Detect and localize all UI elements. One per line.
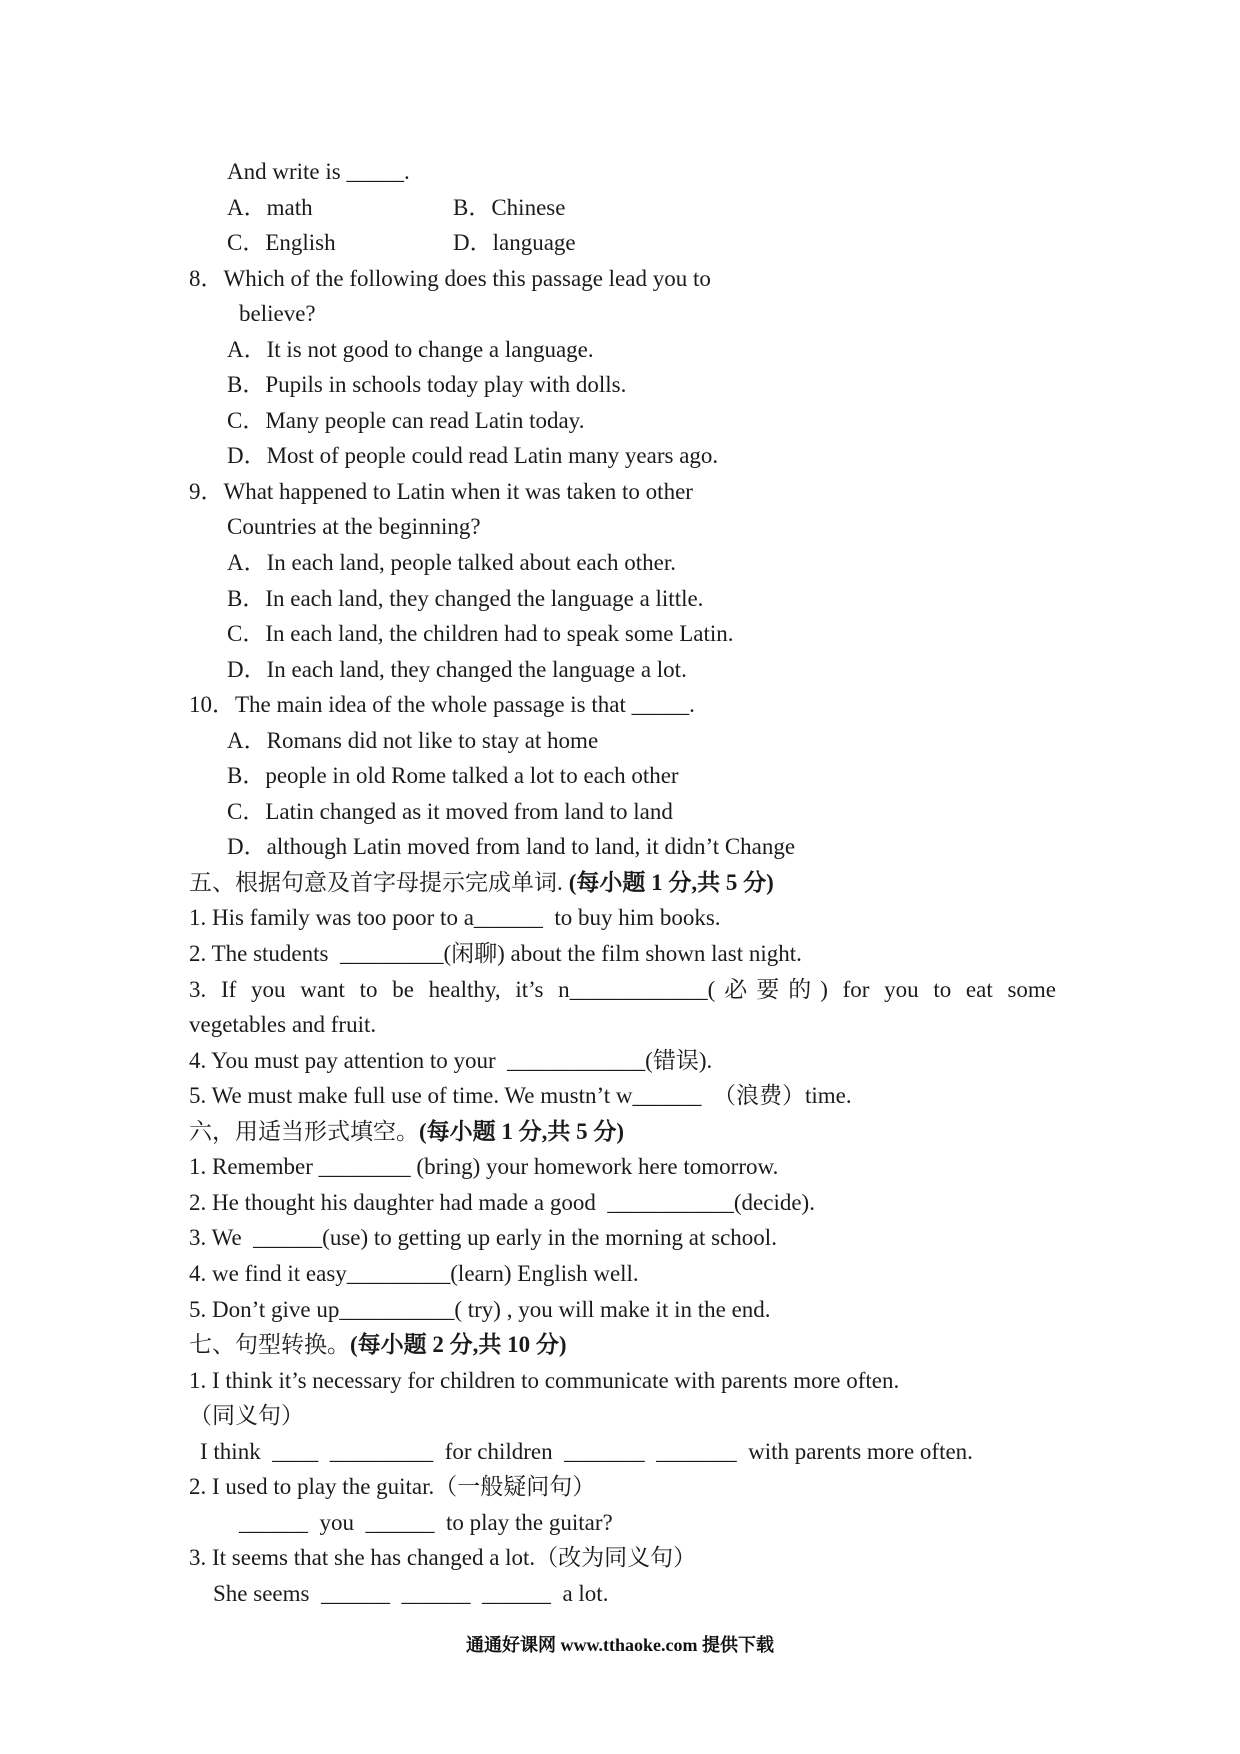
question-10-option-a: A．Romans did not like to stay at home — [227, 727, 599, 753]
section-5-item: 4. You must pay attention to your ____________(错误). — [189, 1047, 713, 1073]
question-9-stem-continued: Countries at the beginning? — [227, 514, 481, 540]
section-6-item: 2. He thought his daughter had made a good ___________(decide). — [189, 1189, 815, 1215]
question-10-option-c: C．Latin changed as it moved from land to land — [227, 798, 673, 824]
section-5-heading — [189, 865, 1149, 901]
section-7-heading — [189, 1327, 1149, 1363]
section-5-item: 3. If you want to be healthy, it’s n____________(必要的) for you to eat some — [189, 976, 1056, 1002]
section-5-score: (每小题 1 分,共 5 分) — [568, 869, 774, 895]
section-7-item: 1. I think it’s necessary for children to communicate with parents more often. — [189, 1367, 900, 1393]
question-8-option-c: C．Many people can read Latin today. — [227, 407, 585, 433]
section-6-item: 5. Don’t give up__________( try) , you will make it in the end. — [189, 1296, 771, 1322]
question-8-option-b: B．Pupils in schools today play with dolls. — [227, 372, 627, 398]
section-5-item: 2. The students _________(闲聊) about the film shown last night. — [189, 941, 802, 967]
exam-body — [189, 154, 1149, 1611]
question-9-option-a: A．In each land, people talked about each other. — [227, 550, 676, 576]
question-7-option-d: D．language — [453, 230, 576, 256]
section-7-title: 七、句型转换。 — [189, 1332, 350, 1358]
section-6-item: 3. We ______(use) to getting up early in the morning at school. — [189, 1225, 777, 1251]
section-5-item: 1. His family was too poor to a______ to buy him books. — [189, 905, 721, 931]
section-7-item: 3. It seems that she has changed a lot.（改为同义句） — [189, 1545, 697, 1571]
question-10-option-b: B．people in old Rome talked a lot to each other — [227, 763, 679, 789]
section-7-item: 2. I used to play the guitar.（一般疑问句） — [189, 1474, 596, 1500]
question-9-option-b: B．In each land, they changed the language a little. — [227, 585, 704, 611]
question-7-option-b: B．Chinese — [453, 194, 566, 220]
question-9-stem: 9．What happened to Latin when it was taken to other — [189, 478, 693, 504]
question-9-option-c: C．In each land, the children had to speak some Latin. — [227, 621, 734, 647]
question-9-option-d: D．In each land, they changed the language a lot. — [227, 656, 687, 682]
page-footer: 通通好课网 www.tthaoke.com 提供下载 — [466, 1635, 774, 1655]
section-7-score: (每小题 2 分,共 10 分) — [350, 1332, 567, 1358]
question-10-stem: 10．The main idea of the whole passage is that _____. — [189, 692, 695, 718]
section-5-title: 五、根据句意及首字母提示完成单词. — [189, 869, 563, 895]
section-7-answer-line: She seems ______ ______ ______ a lot. — [213, 1580, 609, 1606]
question-7-option-a: A．math — [227, 194, 313, 220]
question-7-options-row-2 — [189, 225, 1149, 261]
section-7-answer-line: I think ____ _________ for children _______ _______ with parents more often. — [200, 1438, 973, 1464]
question-8-option-d: D．Most of people could read Latin many years ago. — [227, 443, 719, 469]
question-7-options-row-1 — [189, 190, 1149, 226]
section-6-item: 4. we find it easy_________(learn) English well. — [189, 1260, 639, 1286]
question-8-stem-continued: believe? — [239, 301, 316, 327]
section-5-item-continued: vegetables and fruit. — [189, 1012, 377, 1038]
question-8-option-a: A．It is not good to change a language. — [227, 336, 594, 362]
section-5-item: 5. We must make full use of time. We mustn’t w______ （浪费）time. — [189, 1083, 852, 1109]
question-7-option-c: C．English — [227, 230, 336, 256]
section-7-answer-line: ______ you ______ to play the guitar? — [239, 1509, 613, 1535]
section-7-instruction: （同义句） — [189, 1403, 304, 1429]
section-6-score: (每小题 1 分,共 5 分) — [419, 1118, 625, 1144]
question-10-option-d: D．although Latin moved from land to land, it didn’t Change — [227, 834, 796, 860]
section-6-title: 六，用适当形式填空。 — [189, 1118, 419, 1144]
section-6-heading — [189, 1114, 1149, 1150]
section-6-item: 1. Remember ________ (bring) your homework here tomorrow. — [189, 1154, 779, 1180]
question-8-stem: 8．Which of the following does this passage lead you to — [189, 265, 711, 291]
question-7-stem: And write is _____. — [227, 159, 410, 184]
